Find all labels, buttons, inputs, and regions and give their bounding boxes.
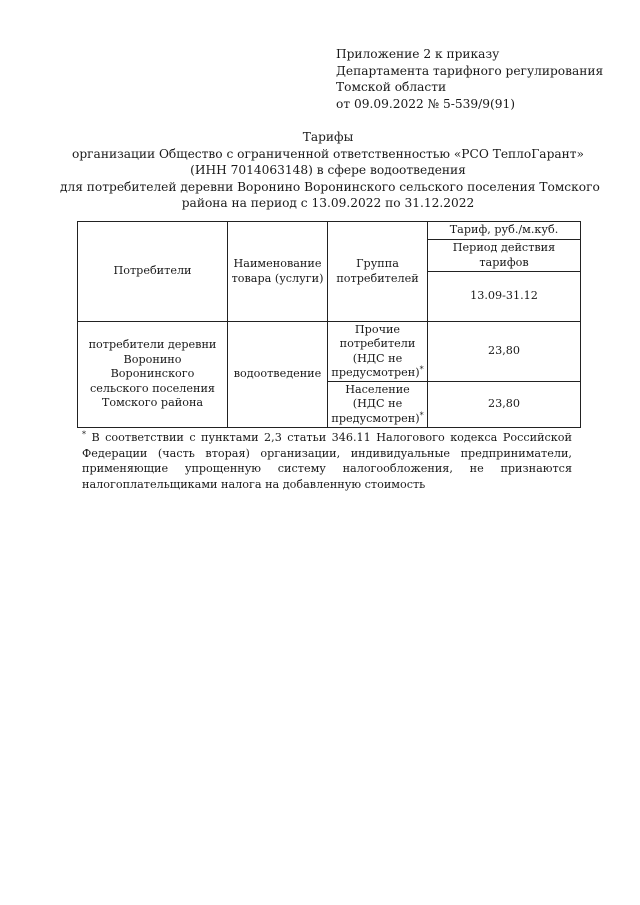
appendix-order-line: от 09.09.2022 № 5-539/9(91)	[336, 96, 516, 111]
group-line: (НДС не	[352, 351, 403, 365]
consumers-line: Воронино Воронинского	[110, 352, 195, 381]
header-goods-line: Наименование	[233, 257, 322, 270]
title-line: организации Общество с ограниченной ответственностью «РСО ТеплоГарант»	[72, 146, 584, 161]
table-row	[78, 322, 581, 382]
title-line: для потребителей деревни Воронино Воронинского сельского поселения Томского	[60, 179, 600, 194]
appendix-header	[336, 46, 616, 112]
footnote-mark: *	[419, 410, 424, 420]
header-goods-line: товара (услуги)	[231, 271, 324, 285]
appendix-line: Томской области	[336, 80, 447, 94]
header-tariff: Тариф, руб./м.куб.	[428, 222, 581, 240]
tariff-value-cell: 23,80	[428, 322, 581, 382]
document-title-block	[60, 129, 600, 212]
footnote-line: применяющие упрощенную систему налогообложения, не признаются	[82, 462, 572, 475]
footnote-text: В соответствии с пунктами 2,3 статьи 346.11 Налогового кодекса Российской	[91, 431, 572, 444]
header-period-value: 13.09-31.12	[428, 272, 581, 322]
footnote-line	[82, 430, 572, 446]
title-line: (ИНН 7014063148) в сфере водоотведения	[190, 163, 466, 177]
header-period-line: Период действия	[452, 241, 556, 254]
group-line-text: предусмотрен)	[331, 366, 420, 379]
footnote-mark: *	[82, 430, 86, 439]
table-header-row	[78, 222, 581, 240]
consumers-line: сельского поселения	[89, 381, 215, 395]
consumers-line: Томского района	[101, 396, 204, 410]
consumers-cell	[78, 322, 228, 428]
service-cell: водоотведение	[228, 322, 328, 428]
group-line: (НДС не	[352, 397, 403, 411]
header-group-line: Группа	[356, 257, 399, 270]
group-line	[331, 366, 424, 381]
tariff-value-cell: 23,80	[428, 382, 581, 428]
header-goods	[228, 222, 328, 322]
header-period-line: тарифов	[479, 255, 529, 269]
footnote-line: налогоплательщиками налога на добавленную стоимость	[82, 477, 426, 491]
group-line	[331, 412, 424, 427]
tariff-table	[77, 221, 581, 428]
group-cell	[328, 322, 428, 382]
group-line: потребители	[339, 337, 416, 350]
group-line-text: предусмотрен)	[331, 411, 420, 425]
group-line: Прочие	[354, 322, 401, 336]
header-group	[328, 222, 428, 322]
header-consumers: Потребители	[78, 222, 228, 322]
footnote-line: Федерации (часть вторая) организации, индивидуальные предприниматели,	[82, 446, 572, 460]
appendix-line: Приложение 2 к приказу	[336, 47, 500, 61]
footnote-mark: *	[419, 365, 424, 374]
appendix-line: Департамента тарифного регулирования	[336, 63, 604, 78]
header-period	[428, 240, 581, 272]
footnote	[82, 430, 572, 492]
group-cell	[328, 382, 428, 428]
document-heading: Тарифы	[302, 130, 354, 144]
consumers-line: потребители деревни	[88, 338, 217, 352]
header-group-line: потребителей	[336, 271, 419, 285]
group-line: Население	[345, 382, 410, 396]
title-line: района на период с 13.09.2022 по 31.12.2022	[181, 196, 475, 210]
